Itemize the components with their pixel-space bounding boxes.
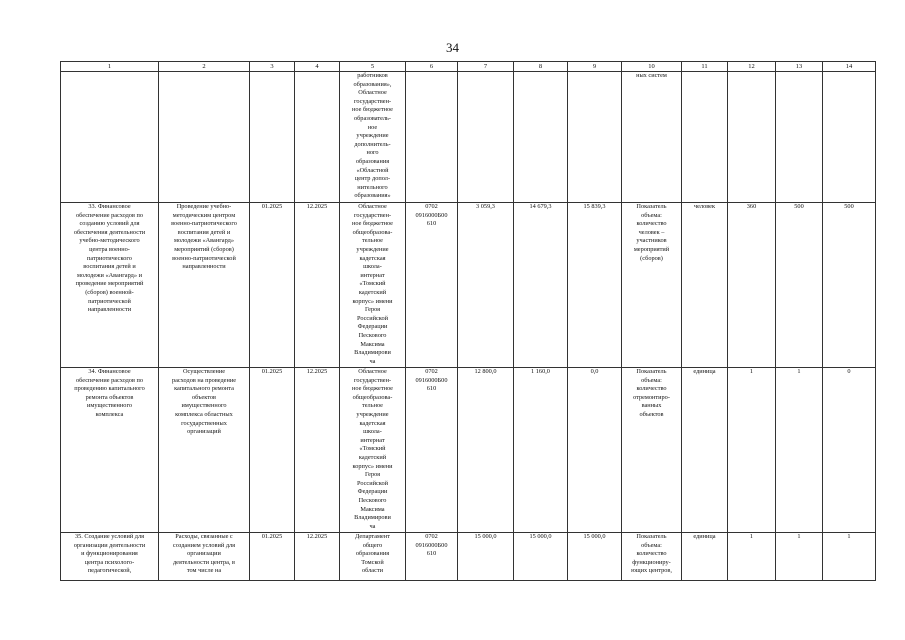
table-cell: 1 xyxy=(728,368,776,533)
table-cell xyxy=(295,72,340,203)
table-cell: Областное государствен- ное бюджетное общеобразова- тельное учреждение кадетская школа- интернат «Томский кадетский корпус» имени Героя Российской Федерации Пескового Максима Владимирови ча xyxy=(340,203,406,368)
table-cell: 12.2025 xyxy=(295,533,340,581)
table-cell: 1 xyxy=(776,533,823,581)
table-row xyxy=(61,72,876,203)
page-number: 34 xyxy=(446,40,459,55)
column-header: 8 xyxy=(514,62,568,72)
table-cell: единица xyxy=(682,533,728,581)
table-cell xyxy=(458,72,514,203)
table-cell: 01.2025 xyxy=(250,533,295,581)
column-header: 3 xyxy=(250,62,295,72)
column-number-row xyxy=(61,62,876,72)
table-cell: единица xyxy=(682,368,728,533)
table-cell: 15 839,3 xyxy=(568,203,622,368)
table-cell: работников образования», Областное государствен- ное бюджетное образователь- ное учреждение дополнитель- ного образования «Областной центр допол- нительного образования» xyxy=(340,72,406,203)
table-cell: 1 160,0 xyxy=(514,368,568,533)
table-cell: 34. Финансовое обеспечение расходов по проведению капитального ремонта объектов имущественного комплекса xyxy=(61,368,159,533)
table-cell: Осуществление расходов на проведение капитального ремонта объектов имущественного комплекса областных государственных организаций xyxy=(159,368,250,533)
table-cell xyxy=(776,72,823,203)
table-cell: 35. Создание условий для организации деятельности и функционирования центра психолого- педагогической, xyxy=(61,533,159,581)
table-cell: Областное государствен- ное бюджетное общеобразова- тельное учреждение кадетская школа- интернат «Томский кадетский корпус» имени Героя Российской Федерации Пескового Максима Владимирови ча xyxy=(340,368,406,533)
table-cell xyxy=(514,72,568,203)
table-cell: Расходы, связанные с созданием условий для организации деятельности центра, в том числе на xyxy=(159,533,250,581)
table-cell: 1 xyxy=(728,533,776,581)
table-cell: 12.2025 xyxy=(295,368,340,533)
table-cell: 3 059,3 xyxy=(458,203,514,368)
table-cell: 33. Финансовое обеспечение расходов по созданию условий для обеспечения деятельности учебно-методического центра военно- патриотического воспитания детей и молодежи «Авангард» и проведение мероприятий (сборов) военной- патриотической направленности xyxy=(61,203,159,368)
column-header: 11 xyxy=(682,62,728,72)
table-cell: 0702 0916000Б00 610 xyxy=(406,203,458,368)
table-cell xyxy=(159,72,250,203)
table-cell xyxy=(568,72,622,203)
table-cell: 500 xyxy=(823,203,876,368)
column-header: 12 xyxy=(728,62,776,72)
column-header: 10 xyxy=(622,62,682,72)
table-cell: Показатель объема: количество человек – участников мероприятий (сборов) xyxy=(622,203,682,368)
column-header: 1 xyxy=(61,62,159,72)
table-cell: Проведение учебно- методическим центром военно-патриотического воспитания детей и молодежи «Авангард» мероприятий (сборов) военно-патриотической направленности xyxy=(159,203,250,368)
column-header: 2 xyxy=(159,62,250,72)
table-cell: 14 679,3 xyxy=(514,203,568,368)
table-row xyxy=(61,368,876,533)
table-cell: ных систем xyxy=(622,72,682,203)
column-header: 14 xyxy=(823,62,876,72)
table-cell: Показатель объема: количество отремонтиро- ванных объектов xyxy=(622,368,682,533)
table-cell: 1 xyxy=(776,368,823,533)
table-cell xyxy=(682,72,728,203)
table-cell: 12.2025 xyxy=(295,203,340,368)
table-cell: Департамент общего образования Томской области xyxy=(340,533,406,581)
table-cell xyxy=(61,72,159,203)
table-cell: 500 xyxy=(776,203,823,368)
table-cell: 0 xyxy=(823,368,876,533)
table-cell: 15 000,0 xyxy=(458,533,514,581)
table-cell: человек xyxy=(682,203,728,368)
table-cell: 15 000,0 xyxy=(514,533,568,581)
table-cell: 0,0 xyxy=(568,368,622,533)
column-header: 13 xyxy=(776,62,823,72)
table-cell xyxy=(823,72,876,203)
column-header: 7 xyxy=(458,62,514,72)
column-header: 6 xyxy=(406,62,458,72)
column-header: 9 xyxy=(568,62,622,72)
table-cell xyxy=(406,72,458,203)
table-cell: 01.2025 xyxy=(250,203,295,368)
table-cell: 01.2025 xyxy=(250,368,295,533)
table-cell: 0702 0916000Б00 610 xyxy=(406,368,458,533)
table-cell: Показатель объема: количество функциониру- ющих центров, xyxy=(622,533,682,581)
activities-table xyxy=(60,61,876,581)
table-cell: 1 xyxy=(823,533,876,581)
table-cell: 12 800,0 xyxy=(458,368,514,533)
table-row xyxy=(61,203,876,368)
table-row xyxy=(61,533,876,581)
table-cell xyxy=(728,72,776,203)
column-header: 4 xyxy=(295,62,340,72)
table-cell: 0702 0916000Б00 610 xyxy=(406,533,458,581)
table-cell: 360 xyxy=(728,203,776,368)
column-header: 5 xyxy=(340,62,406,72)
table-cell: 15 000,0 xyxy=(568,533,622,581)
table-cell xyxy=(250,72,295,203)
